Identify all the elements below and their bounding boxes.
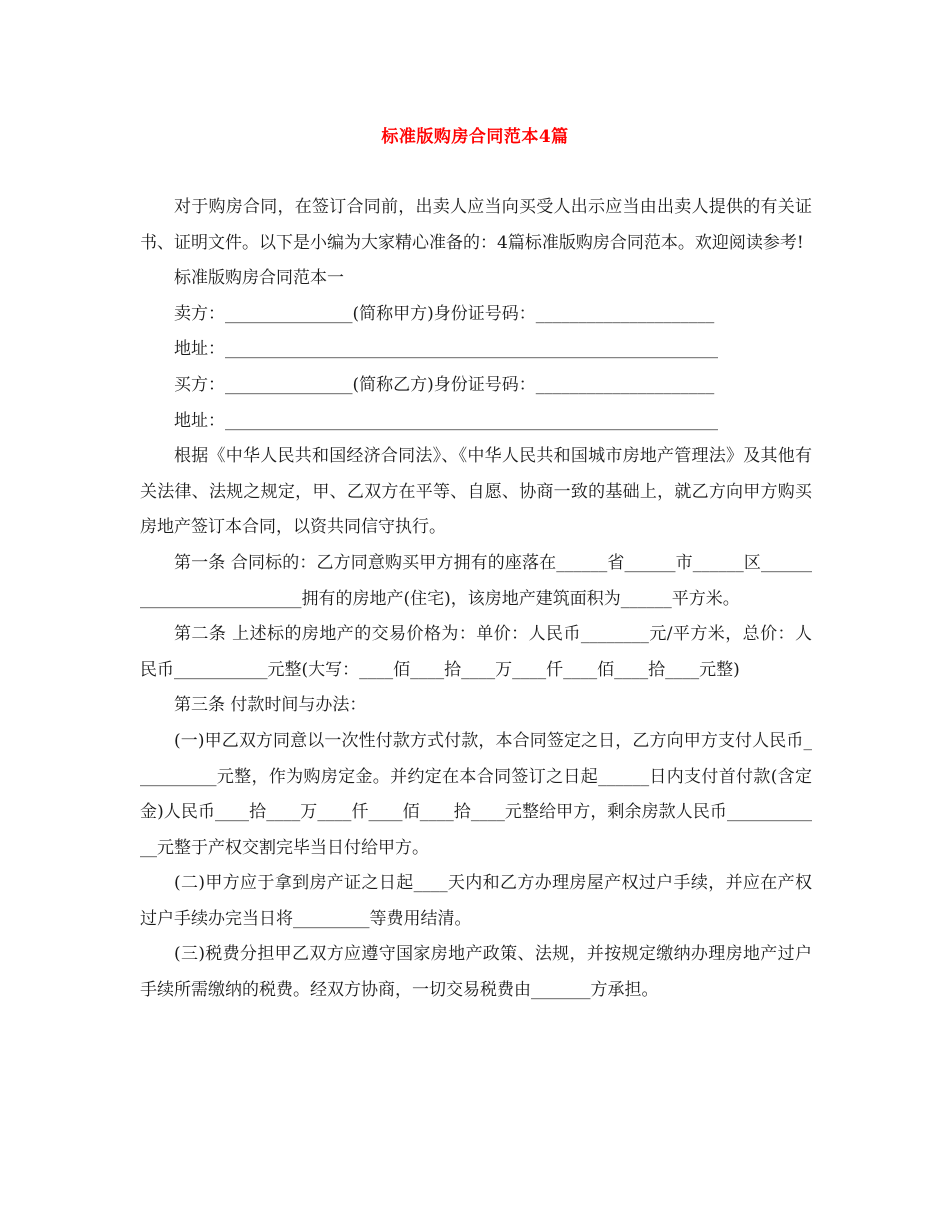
- seller-line: 卖方：_______________(简称甲方)身份证号码：_____________________: [174, 303, 715, 324]
- seller-address-line: 地址：__________________________________________________________: [174, 339, 718, 360]
- article-2-paragraph: 第二条 上述标的房地产的交易价格为：单价：人民币________元/平方米，总价：人民币___________元整(大写：____佰____拾____万____仟____佰____拾____元整): [140, 624, 812, 680]
- section-heading: 标准版购房合同范本一: [174, 268, 344, 289]
- article-3-item-2: (二)甲方应于拿到房产证之日起____天内和乙方办理房屋产权过户手续，并应在产权过户手续办完当日将_________等费用结清。: [140, 873, 812, 929]
- buyer-line: 买方：_______________(简称乙方)身份证号码：_____________________: [174, 374, 715, 395]
- buyer-address-line: 地址：__________________________________________________________: [174, 410, 718, 431]
- article-3-item-1: (一)甲乙双方同意以一次性付款方式付款，本合同签定之日，乙方向甲方支付人民币__________元整，作为购房定金。并约定在本合同签订之日起______日内支付首付款(含定金)人民币____拾____万____仟____佰____拾____元整给甲方，剩余房款人民币____________元整于产权交割完毕当日付给甲方。: [140, 730, 812, 858]
- document-body: [140, 190, 812, 1009]
- article-3-item-3: (三)税费分担甲乙双方应遵守国家房地产政策、法规，并按规定缴纳办理房地产过户手续所需缴纳的税费。经双方协商，一切交易税费由_______方承担。: [140, 944, 812, 1001]
- document-title: 标准版购房合同范本4篇: [381, 127, 569, 147]
- article-1-paragraph: 第一条 合同标的：乙方同意购买甲方拥有的座落在______省______市______区_________________________拥有的房地产(住宅)，该房地产建筑面积为______平方米。: [140, 552, 812, 609]
- legal-basis-paragraph: 根据《中华人民共和国经济合同法》、《中华人民共和国城市房地产管理法》及其他有关法律、法规之规定，甲、乙双方在平等、自愿、协商一致的基础上，就乙方向甲方购买房地产签订本合同，以资共同信守执行。: [140, 446, 812, 538]
- article-3-heading: 第三条 付款时间与办法：: [174, 695, 367, 716]
- intro-paragraph: 对于购房合同，在签订合同前，出卖人应当向买受人出示应当由出卖人提供的有关证书、证明文件。以下是小编为大家精心准备的：4篇标准版购房合同范本。欢迎阅读参考!: [140, 197, 812, 253]
